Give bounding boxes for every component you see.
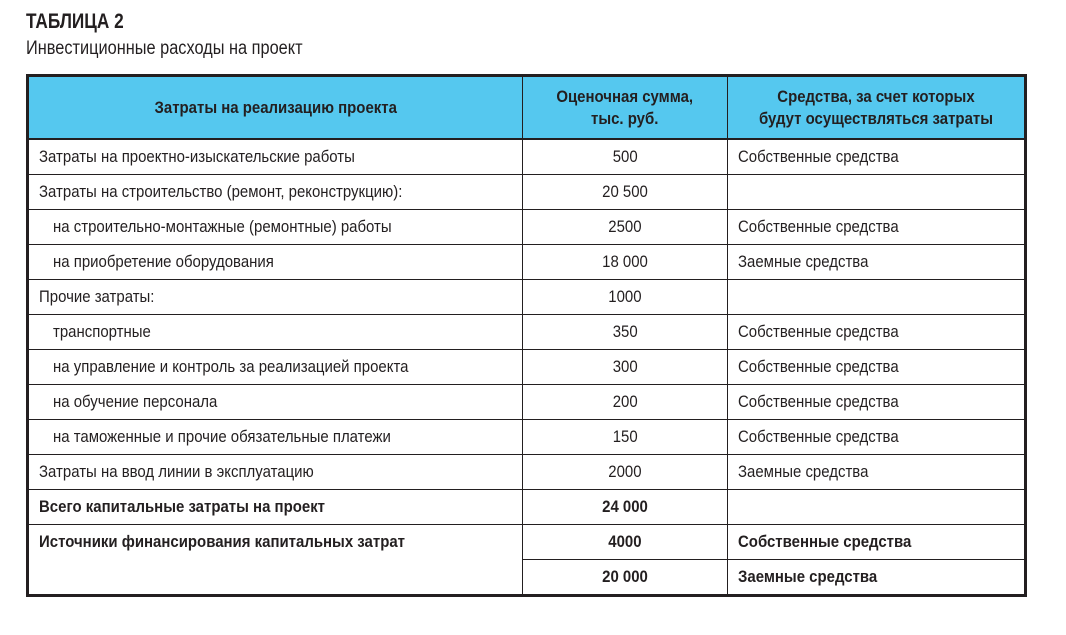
cell-source: Заемные средства (728, 455, 1026, 490)
table-row (28, 420, 1026, 455)
cell-item: на строительно-монтажные (ремонтные) работы (28, 210, 523, 245)
cell-item (28, 560, 523, 596)
cell-amount: 20 500 (523, 175, 728, 210)
cell-source: Собственные средства (728, 385, 1026, 420)
table-row (28, 280, 1026, 315)
cell-source: Собственные средства (728, 350, 1026, 385)
cell-amount: 500 (523, 139, 728, 175)
cell-item: Затраты на ввод линии в эксплуатацию (28, 455, 523, 490)
table-number: ТАБЛИЦА 2 (26, 10, 124, 33)
cell-source: Собственные средства (728, 139, 1026, 175)
cell-amount: 4000 (523, 525, 728, 560)
cell-source (728, 175, 1026, 210)
cell-item: транспортные (28, 315, 523, 350)
table-row-funding (28, 560, 1026, 596)
cell-amount: 24 000 (523, 490, 728, 525)
cell-item: Источники финансирования капитальных затрат (28, 525, 523, 560)
cell-amount: 20 000 (523, 560, 728, 596)
cell-item: Прочие затраты: (28, 280, 523, 315)
cell-amount: 18 000 (523, 245, 728, 280)
cell-amount: 1000 (523, 280, 728, 315)
cell-item: на таможенные и прочие обязательные платежи (28, 420, 523, 455)
table-row-funding (28, 525, 1026, 560)
table-header-row (28, 76, 1026, 140)
cell-amount: 150 (523, 420, 728, 455)
table-row (28, 139, 1026, 175)
table-row (28, 175, 1026, 210)
table-row (28, 245, 1026, 280)
cell-source: Заемные средства (728, 245, 1026, 280)
document (26, 8, 1024, 586)
cell-item: на приобретение оборудования (28, 245, 523, 280)
cell-amount: 2000 (523, 455, 728, 490)
cell-item: Затраты на проектно-изыскательские работы (28, 139, 523, 175)
column-header-amount: Оценочная сумма, тыс. руб. (523, 76, 728, 140)
cell-source: Заемные средства (728, 560, 1026, 596)
cell-amount: 200 (523, 385, 728, 420)
table-row-total (28, 490, 1026, 525)
cell-amount: 350 (523, 315, 728, 350)
cell-item: Всего капитальные затраты на проект (28, 490, 523, 525)
cell-amount: 2500 (523, 210, 728, 245)
cell-source: Собственные средства (728, 420, 1026, 455)
column-header-costs: Затраты на реализацию проекта (28, 76, 523, 140)
cell-source: Собственные средства (728, 315, 1026, 350)
cell-source (728, 490, 1026, 525)
column-header-source: Средства, за счет которых будут осуществляться затраты (728, 76, 1026, 140)
table-row (28, 210, 1026, 245)
cell-item: Затраты на строительство (ремонт, реконструкцию): (28, 175, 523, 210)
cell-item: на управление и контроль за реализацией проекта (28, 350, 523, 385)
table-row (28, 315, 1026, 350)
table-row (28, 385, 1026, 420)
table-row (28, 455, 1026, 490)
cell-amount: 300 (523, 350, 728, 385)
table-row (28, 350, 1026, 385)
table-caption: Инвестиционные расходы на проект (26, 38, 303, 59)
cell-source: Собственные средства (728, 210, 1026, 245)
cell-item: на обучение персонала (28, 385, 523, 420)
cell-source: Собственные средства (728, 525, 1026, 560)
investment-costs-table (26, 74, 1027, 597)
cell-source (728, 280, 1026, 315)
